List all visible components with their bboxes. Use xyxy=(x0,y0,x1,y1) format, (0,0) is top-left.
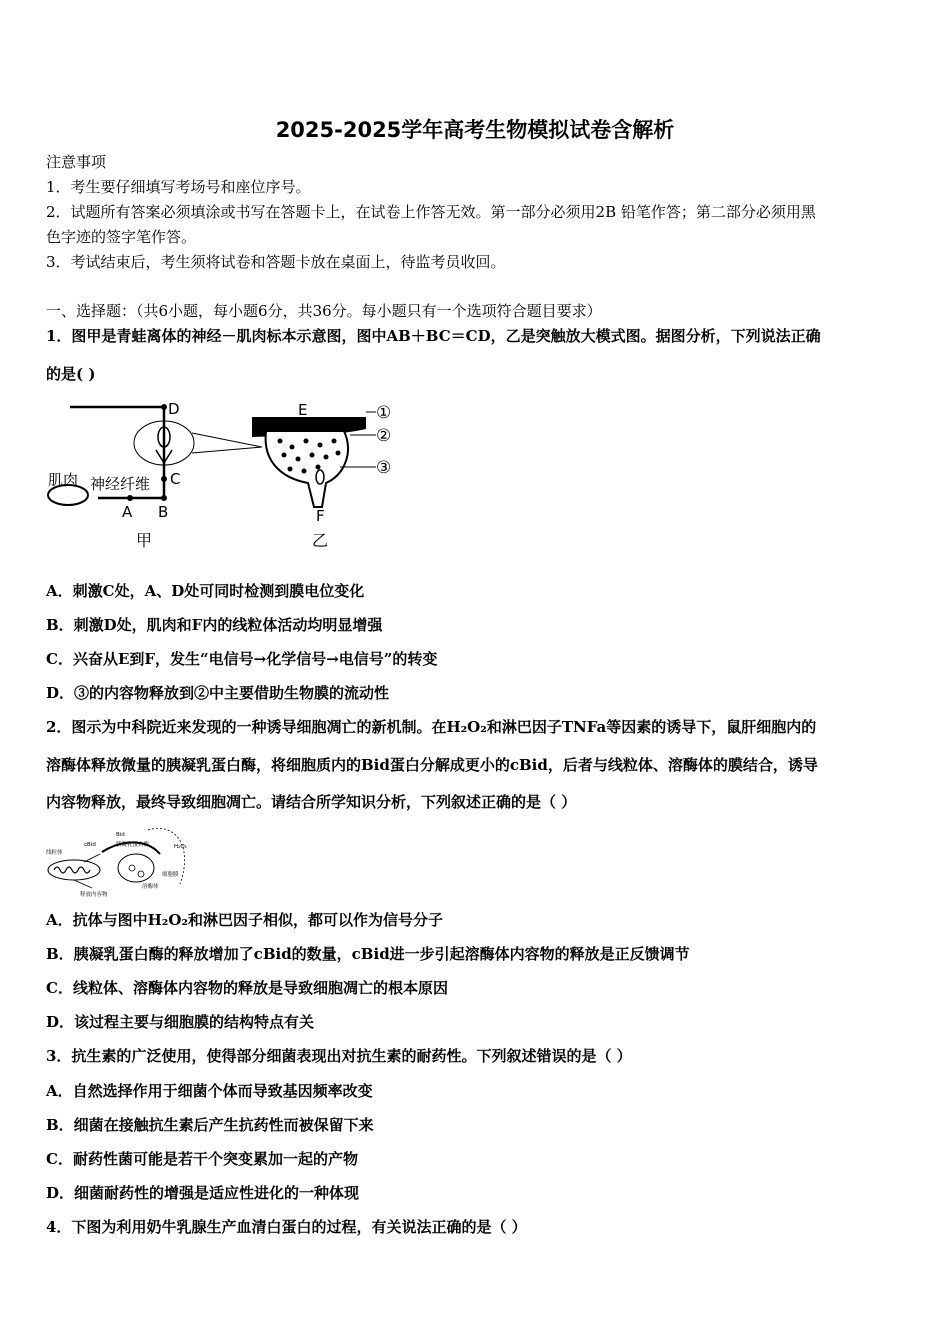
q2-option-d: D．该过程主要与细胞膜的结构特点有关 xyxy=(46,1013,315,1031)
q4-stem: 4．下图为利用奶牛乳腺生产血清白蛋白的过程，有关说法正确的是（ ） xyxy=(46,1218,527,1236)
q1-stem-cont: 的是( ) xyxy=(46,365,96,383)
label-A: A xyxy=(122,503,133,521)
label-C: C xyxy=(170,470,181,488)
notice-item: 2．试题所有答案必须填涂或书写在答题卡上，在试卷上作答无效。第一部分必须用2B 铅笔作答；第二部分必须用黑 xyxy=(46,203,816,221)
label-circle-2: ② xyxy=(376,426,392,446)
label-release: 释放内容物 xyxy=(80,892,108,898)
q2-option-a: A．抗体与图中H₂O₂和淋巴因子相似，都可以作为信号分子 xyxy=(46,911,444,929)
q2-stem-cont: 溶酶体释放微量的胰凝乳蛋白酶，将细胞质内的Bid蛋白分解成更小的cBid，后者与线粒体、溶酶体的膜结合，诱导 xyxy=(46,756,818,774)
q3-stem: 3．抗生素的广泛使用，使得部分细菌表现出对抗生素的耐药性。下列叙述错误的是（ ） xyxy=(46,1047,632,1065)
q2-option-b: B．胰凝乳蛋白酶的释放增加了cBid的数量，cBid进一步引起溶酶体内容物的释放是正反馈调节 xyxy=(46,945,690,963)
label-E: E xyxy=(298,401,308,419)
label-membrane: 细胞膜 xyxy=(162,872,179,878)
label-F: F xyxy=(316,507,325,525)
q1-option-d: D．③的内容物释放到②中主要借助生物膜的流动性 xyxy=(46,684,390,702)
label-B: B xyxy=(158,503,169,521)
q2-stem-cont: 内容物释放，最终导致细胞凋亡。请结合所学知识分析，下列叙述正确的是（ ） xyxy=(46,793,577,811)
q3-option-c: C．耐药性菌可能是若干个突变累加一起的产物 xyxy=(46,1150,358,1168)
label-enzyme: 胰凝乳蛋白酶 xyxy=(116,842,150,848)
label-jia: 甲 xyxy=(136,531,153,550)
q1-stem: 1．图甲是青蛙离体的神经－肌肉标本示意图，图中AB＋BC＝CD，乙是突触放大模式图。据图分析，下列说法正确 xyxy=(46,327,821,345)
page-title: 2025-2025学年高考生物模拟试卷含解析 xyxy=(275,118,675,142)
label-h2o2: H₂O₂ xyxy=(174,844,187,850)
label-cbid: cBid xyxy=(84,842,96,848)
q3-option-a: A．自然选择作用于细菌个体而导致基因频率改变 xyxy=(46,1082,373,1100)
notice-item: 1．考生要仔细填写考场号和座位序号。 xyxy=(46,178,311,196)
notice-item: 3．考试结束后，考生须将试卷和答题卡放在桌面上，待监考员收回。 xyxy=(46,253,506,271)
q2-figure xyxy=(44,824,214,900)
label-mitochondria: 线粒体 xyxy=(46,850,63,856)
label-bid: Bid xyxy=(116,832,125,838)
notice-item: 色字迹的签字笔作答。 xyxy=(46,228,197,246)
q1-option-b: B．刺激D处，肌肉和F内的线粒体活动均明显增强 xyxy=(46,616,383,634)
q1-option-a: A．刺激C处，A、D处可同时检测到膜电位变化 xyxy=(46,582,365,600)
section-heading: 一、选择题：（共6小题，每小题6分，共36分。每小题只有一个选项符合题目要求） xyxy=(46,302,602,320)
label-yi: 乙 xyxy=(312,531,329,550)
q1-option-c: C．兴奋从E到F，发生“电信号→化学信号→电信号”的转变 xyxy=(46,650,438,668)
label-circle-3: ③ xyxy=(376,458,392,478)
notice-heading: 注意事项 xyxy=(46,153,107,171)
label-lysosome: 溶酶体 xyxy=(142,884,159,890)
q2-option-c: C．线粒体、溶酶体内容物的释放是导致细胞凋亡的根本原因 xyxy=(46,979,448,997)
label-nerve-fiber: 神经纤维 xyxy=(90,475,151,493)
q1-figure xyxy=(40,395,410,555)
q3-option-b: B．细菌在接触抗生素后产生抗药性而被保留下来 xyxy=(46,1116,374,1134)
label-D: D xyxy=(168,400,180,418)
label-muscle: 肌肉 xyxy=(48,471,79,489)
q3-option-d: D．细菌耐药性的增强是适应性进化的一种体现 xyxy=(46,1184,360,1202)
label-circle-1: ① xyxy=(376,403,392,423)
q2-stem: 2．图示为中科院近来发现的一种诱导细胞凋亡的新机制。在H₂O₂和淋巴因子TNFa等因素的诱导下，鼠肝细胞内的 xyxy=(46,718,817,736)
